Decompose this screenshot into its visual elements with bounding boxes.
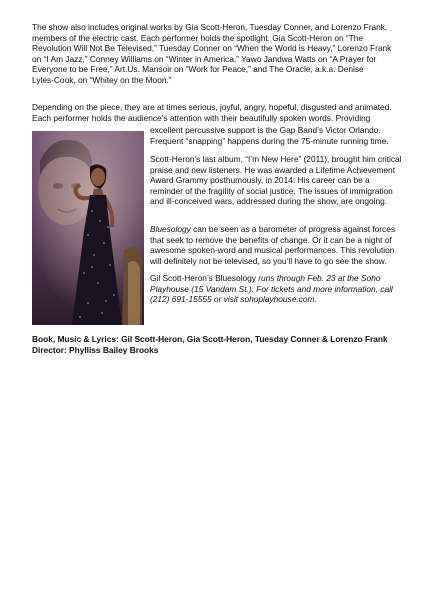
show-title: Bluesology xyxy=(150,224,191,234)
text-line: that seek to remove the benefits of change. Or it can be a night of xyxy=(150,234,392,245)
text-line: (212) 691-15555 or visit sohoplayhouse.com. xyxy=(150,294,317,305)
text-line xyxy=(150,224,424,235)
text-line: excellent percussive support is the Gap Band’s Victor Orlando. xyxy=(150,125,381,135)
paragraph-percussion xyxy=(150,125,424,146)
text-line: The show also includes original works by Gia Scott-Heron, Tuesday Conner, and Lorenzo Frank, xyxy=(32,22,388,32)
performer-photo xyxy=(32,131,144,325)
paragraph-cast-works xyxy=(32,22,424,86)
credits-writers: Book, Music & Lyrics: Gil Scott-Heron, Gia Scott-Heron, Tuesday Conner & Lorenzo Frank xyxy=(32,334,388,344)
paragraph-performance-mood xyxy=(32,102,424,123)
text-fragment: can be seen as a barometer of progress against forces xyxy=(190,224,396,234)
text-fragment-italic: runs through Feb. 23 at the Soho xyxy=(258,273,381,283)
text-line: Everyone to be Free,” Art.Us. Mansoir on “Work for Peace,” and The Oracle, a.k.a. Denise xyxy=(32,64,364,75)
text-line: Lyles-Cook, on “Whitey on the Moon.” xyxy=(32,74,172,85)
credits xyxy=(32,334,424,355)
text-line: and ill-conceived wars, addressed during the show, are ongoing. xyxy=(150,196,388,207)
credits-director: Director: Phylliss Bailey Brooks xyxy=(32,344,159,355)
text-line: praise and new listeners. He was awarded a Lifetime Achievement xyxy=(150,164,396,175)
paragraph-last-album xyxy=(150,154,424,207)
text-line: members of the electric cast. Each performer holds the spotlight. Gia Scott-Heron on “The xyxy=(32,32,364,43)
text-line: Frequent “snapping” happens during the 75-minute running time. xyxy=(150,135,389,146)
text-line: will definitely not be televised, so you’ll have to go see the show. xyxy=(150,255,387,266)
text-line: Award Grammy posthumously, in 2014. His career can be a xyxy=(150,175,370,186)
text-line xyxy=(150,273,424,284)
text-line: on “I Am Jazz,” Conney Williams on “Winter in America,” Yawo Jandwa Watts on “A Prayer for xyxy=(32,53,377,64)
text-line: awesome spoken-word and musical performances. This revolution xyxy=(150,245,395,256)
text-line: Each performer holds the audience’s attention with their beautifully spoken words. Providing xyxy=(32,112,371,123)
text-line: Playhouse (15 Vandam St.). For tickets and more information, call xyxy=(150,283,393,294)
text-fragment: Gil Scott-Heron’s Bluesology xyxy=(150,273,259,283)
text-line: reminder of the fragility of social justice. The issues of immigration xyxy=(150,185,393,196)
paragraph-run-info xyxy=(150,273,424,305)
text-line: Revolution Will Not Be Televised,” Tuesday Conner on “When the World is Heavy,” Lorenzo Frank xyxy=(32,43,392,54)
text-line: Scott-Heron’s last album, “I’m New Here” (2011), brought him critical xyxy=(150,154,402,164)
text-line: Depending on the piece, they are at times serious, joyful, angry, hopeful, disgusted and animated. xyxy=(32,102,392,112)
paragraph-barometer xyxy=(150,224,424,266)
